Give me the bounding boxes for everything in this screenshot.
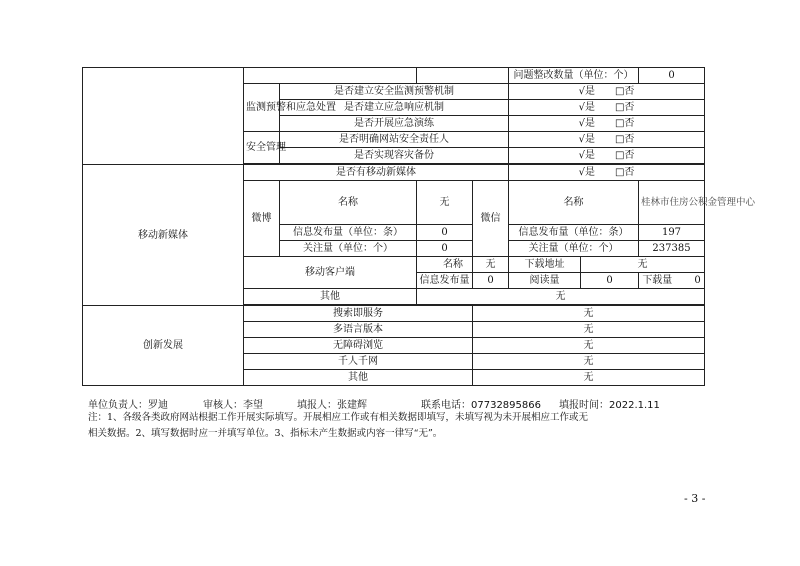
wechat-label: 微信 [473, 181, 509, 257]
weibo-label: 微博 [244, 181, 280, 257]
phone: 联系电话：07732895866 [421, 400, 541, 411]
innovation-item-label: 其他 [244, 370, 473, 386]
wechat-followers-label: 关注量（单位：个） [509, 241, 639, 257]
monitor-item-value: √是 □否 [509, 100, 705, 116]
app-downloads-label: 下载量 [642, 275, 673, 286]
page-number: - 3 - [684, 492, 706, 505]
other-value: 无 [417, 289, 705, 305]
innovation-item-label: 搜索即服务 [244, 306, 473, 322]
unit-head: 单位负责人：罗迪 [88, 400, 168, 411]
app-download-addr-label: 下载地址 [509, 257, 581, 273]
app-downloads-number: 0 [694, 275, 701, 286]
innovation-item-value: 无 [473, 354, 705, 370]
weibo-name-value: 无 [417, 181, 473, 225]
security-section-label: 安全管理 [244, 132, 280, 164]
has-mobile-label: 是否有移动新媒体 [244, 165, 509, 181]
note-line-2: 相关数据。2、填写数据时应一并填写单位。3、指标未产生数据或内容一律写“无”。 [88, 428, 443, 439]
issue-count-value: 0 [639, 68, 705, 84]
app-label: 移动客户端 [244, 257, 417, 289]
wechat-posts-label: 信息发布量（单位：条） [509, 225, 639, 241]
issue-count-label: 问题整改数量（单位：个） [509, 68, 639, 84]
security-item-label: 是否实现容灾备份 [280, 148, 509, 164]
monitor-item-value: √是 □否 [509, 84, 705, 100]
app-posts-value: 0 [473, 273, 509, 289]
blank-cell [244, 68, 417, 84]
blank-cell [417, 68, 509, 84]
monitor-item-label: 是否建立安全监测预警机制 [280, 84, 509, 100]
innovation-item-value: 无 [473, 338, 705, 354]
app-posts-label: 信息发布量 [417, 273, 473, 289]
mobile-section-label: 移动新媒体 [83, 165, 244, 306]
monitor-item-value: √是 □否 [509, 116, 705, 132]
table-row [83, 68, 705, 84]
innovation-section-label: 创新发展 [83, 306, 244, 386]
app-download-addr-value: 无 [581, 257, 705, 273]
wechat-name-value: 桂林市住房公积金管理中心 [639, 181, 705, 225]
weibo-followers-value: 0 [417, 241, 473, 257]
innovation-item-value: 无 [473, 306, 705, 322]
table-row [83, 165, 705, 181]
innovation-item-label: 无障碍浏览 [244, 338, 473, 354]
weibo-posts-label: 信息发布量（单位：条） [280, 225, 417, 241]
app-name-value: 无 [473, 257, 509, 273]
weibo-followers-label: 关注量（单位：个） [280, 241, 417, 257]
wechat-followers-value: 237385 [639, 241, 705, 257]
monitor-item-label: 是否建立应急响应机制 [280, 100, 509, 116]
report-date: 填报时间：2022.1.11 [559, 400, 660, 411]
other-label: 其他 [244, 289, 417, 305]
table-row [83, 306, 705, 322]
report-table [82, 67, 756, 386]
reviewer: 审核人：李望 [203, 400, 263, 411]
innovation-item-value: 无 [473, 370, 705, 386]
wechat-name-label: 名称 [509, 181, 639, 225]
monitor-item-label: 是否开展应急演练 [280, 116, 509, 132]
blank-section-cell [83, 68, 244, 165]
note-line-1: 注：1、各级各类政府网站根据工作开展实际填写。开展相应工作或有相关数据即填写，未填写视为未开展相应工作或无 [88, 412, 589, 423]
app-reads-value: 0 [581, 273, 639, 289]
monitor-section-label: 监测预警和应急处置 [244, 84, 280, 132]
app-downloads-value [639, 273, 705, 289]
signature-line [88, 396, 660, 411]
wechat-posts-value: 197 [639, 225, 705, 241]
innovation-item-label: 千人千网 [244, 354, 473, 370]
innovation-item-label: 多语言版本 [244, 322, 473, 338]
security-item-value: √是 □否 [509, 132, 705, 148]
app-reads-label: 阅读量 [509, 273, 581, 289]
filler: 填报人：张建辉 [297, 400, 367, 411]
has-mobile-value: √是 □否 [509, 165, 705, 181]
security-item-label: 是否明确网站安全责任人 [280, 132, 509, 148]
weibo-name-label: 名称 [280, 181, 417, 225]
innovation-item-value: 无 [473, 322, 705, 338]
weibo-posts-value: 0 [417, 225, 473, 241]
app-name-label: 名称 [417, 257, 473, 273]
security-item-value: √是 □否 [509, 148, 705, 164]
